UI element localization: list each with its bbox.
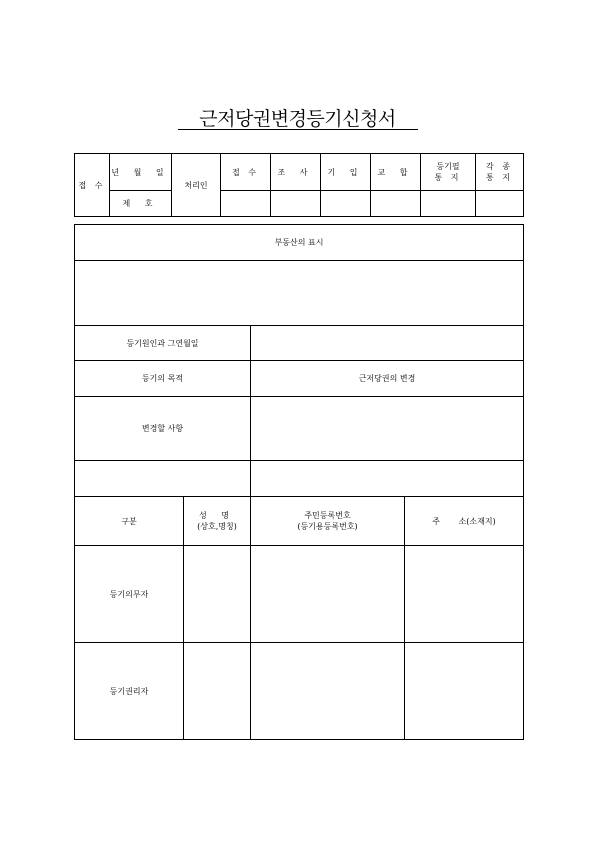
rightholder-name-field[interactable] xyxy=(184,643,251,740)
obligor-label: 등기의무자 xyxy=(75,546,184,643)
step-entry-cell[interactable] xyxy=(321,191,371,217)
property-header: 부동산의 표시 xyxy=(75,225,524,261)
rightholder-address-field[interactable] xyxy=(405,643,524,740)
cause-label: 등기원인과 그연월일 xyxy=(75,326,251,361)
step-review: 조 사 xyxy=(271,154,321,191)
cause-field[interactable] xyxy=(251,326,524,361)
title-underline xyxy=(178,129,418,130)
various-notice-cell[interactable] xyxy=(476,191,524,217)
step-receipt-cell[interactable] xyxy=(221,191,271,217)
obligor-address-field[interactable] xyxy=(405,546,524,643)
rightholder-label: 등기권리자 xyxy=(75,643,184,740)
parties-header-name: 성 명 (상호,명칭) xyxy=(184,497,251,546)
various-notice: 각 종 통 지 xyxy=(476,154,524,191)
step-entry: 기 입 xyxy=(321,154,371,191)
rightholder-id-field[interactable] xyxy=(251,643,405,740)
step-check: 교 합 xyxy=(371,154,421,191)
blank-value-cell[interactable] xyxy=(251,461,524,497)
reception-table xyxy=(74,153,524,217)
step-review-cell[interactable] xyxy=(271,191,321,217)
reception-date: 년 월 일 xyxy=(110,154,172,191)
obligor-name-field[interactable] xyxy=(184,546,251,643)
registration-notice: 등기필 통 지 xyxy=(421,154,476,191)
purpose-value[interactable]: 근저당권의 변경 xyxy=(251,361,524,397)
step-receipt: 접 수 xyxy=(221,154,271,191)
change-label: 변경할 사항 xyxy=(75,397,251,461)
change-field[interactable] xyxy=(251,397,524,461)
processor-label: 처리인 xyxy=(172,154,221,217)
parties-header-id: 주민등록번호 (등기용등록번호) xyxy=(251,497,405,546)
parties-header-address: 주 소(소재지) xyxy=(405,497,524,546)
parties-header-type: 구분 xyxy=(75,497,184,546)
step-check-cell[interactable] xyxy=(371,191,421,217)
application-table xyxy=(74,224,524,740)
purpose-label: 등기의 목적 xyxy=(75,361,251,397)
blank-label-cell[interactable] xyxy=(75,461,251,497)
registration-notice-cell[interactable] xyxy=(421,191,476,217)
reception-label: 접 수 xyxy=(75,154,110,217)
obligor-id-field[interactable] xyxy=(251,546,405,643)
form-title: 근저당권변경등기신청서 xyxy=(199,108,396,130)
reception-number: 제 호 xyxy=(110,191,172,217)
property-field[interactable] xyxy=(75,261,524,326)
